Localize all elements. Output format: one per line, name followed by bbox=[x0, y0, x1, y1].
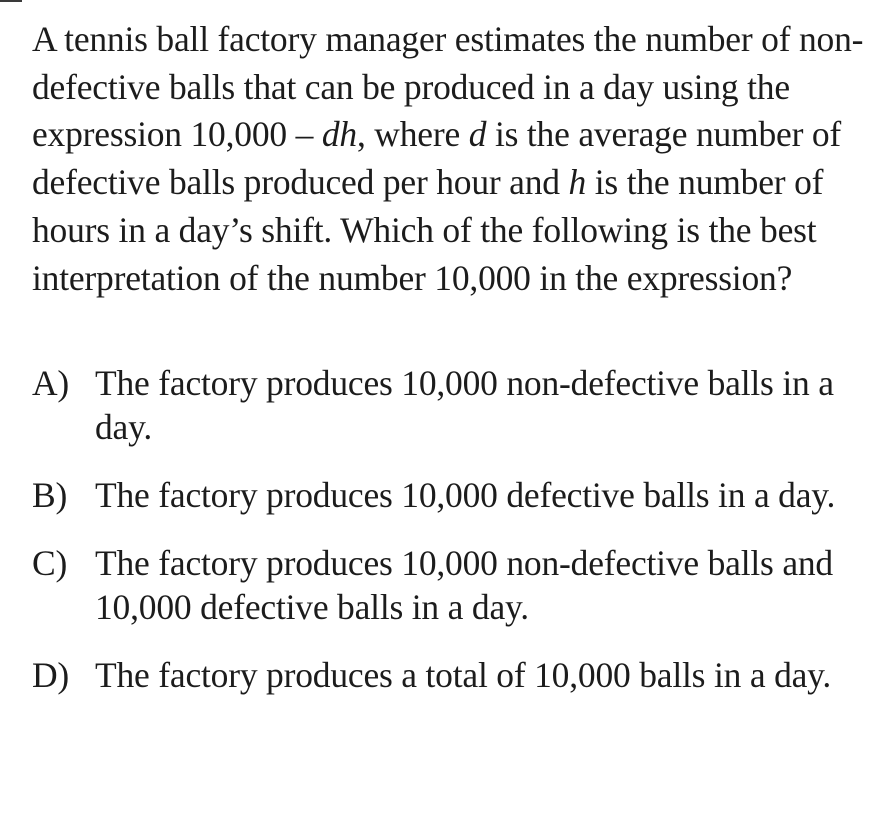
choice-letter: D) bbox=[32, 655, 70, 695]
corner-mark bbox=[0, 0, 22, 2]
question-text-part4: is the number of hours in a day’s shift. Which of the following is the best interpretation of the number 10,000 in the expression? bbox=[32, 162, 824, 298]
question-text-part3: is the average number of defective balls produced per hour and bbox=[32, 114, 842, 203]
choice-d[interactable] bbox=[32, 653, 877, 697]
choice-text: The factory produces 10,000 non-defective balls in a day. bbox=[95, 363, 834, 447]
variable-d: d bbox=[468, 114, 487, 155]
choice-text: The factory produces 10,000 non-defective balls and 10,000 defective balls in a day. bbox=[95, 543, 833, 627]
choice-b[interactable] bbox=[32, 473, 877, 517]
choice-a[interactable] bbox=[32, 361, 877, 449]
choice-text: The factory produces 10,000 defective balls in a day. bbox=[95, 475, 836, 515]
question-text-part1: A tennis ball factory manager estimates the number of non-defective balls that can be produced in a day using the expression 10,000 – bbox=[32, 19, 864, 155]
choice-letter: A) bbox=[32, 363, 70, 403]
choice-c[interactable] bbox=[32, 541, 877, 629]
choice-letter: C) bbox=[32, 543, 68, 583]
choice-text: The factory produces a total of 10,000 balls in a day. bbox=[95, 655, 832, 695]
choice-letter: B) bbox=[32, 475, 68, 515]
variable-h: h bbox=[568, 162, 587, 203]
variable-dh: dh bbox=[321, 114, 357, 155]
answer-choices bbox=[32, 361, 877, 721]
question-text-part2: , where bbox=[356, 114, 469, 155]
question-stem bbox=[32, 16, 877, 302]
